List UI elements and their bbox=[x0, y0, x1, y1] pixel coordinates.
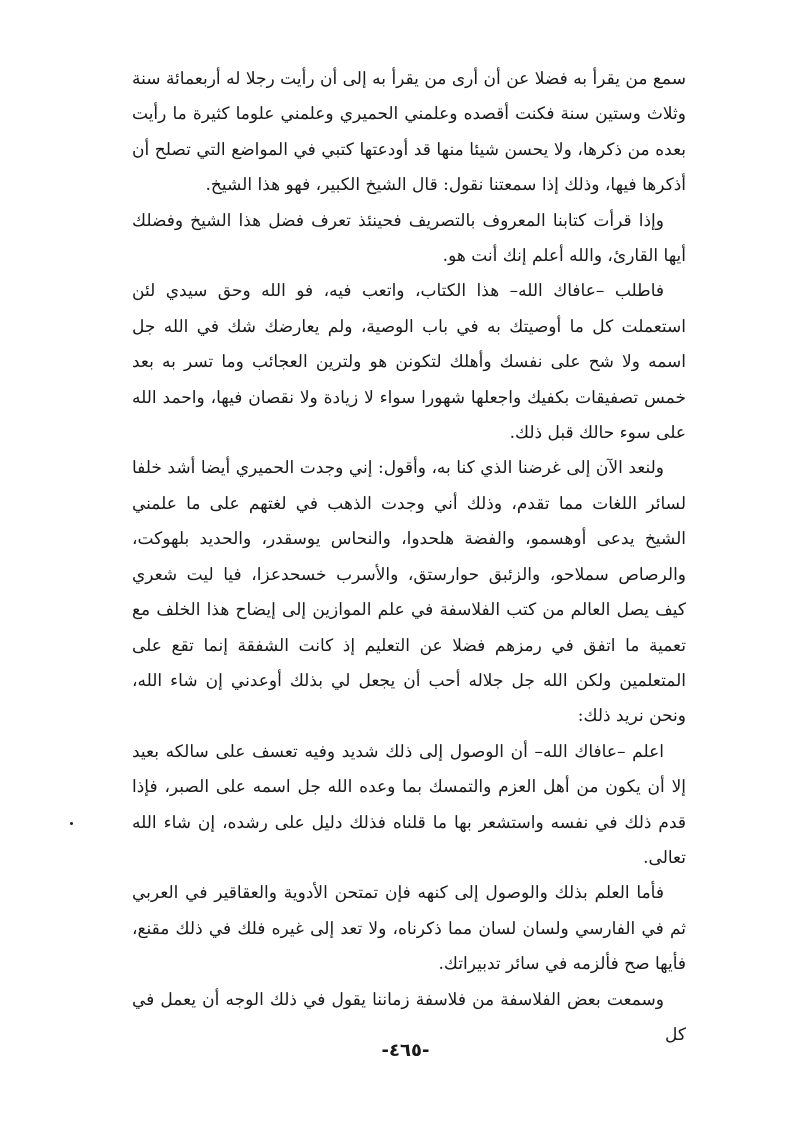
body-text bbox=[132, 62, 686, 1053]
paragraph-1: سمع من يقرأ به فضلا عن أن أرى من يقرأ به إلى أن رأيت رجلا له أربعمائة سنة وثلاث وستين سنة فكنت أقصده وعلمني الحميري وعلمني علوما كثيرة ما رأيت بعده من ذكرها، ولا يحسن شيئا منها قد أودعتها كتبي في المواضع التي تصلح أن أذكرها فيها، وذلك إذا سمعتنا نقول: قال الشيخ الكبير، فهو هذا الشيخ. bbox=[132, 69, 686, 196]
paragraph-3: فاطلب –عافاك الله– هذا الكتاب، واتعب فيه، فو الله وحق سيدي لئن استعملت كل ما أوصيتك به في باب الوصية، ولم يعارضك شك في الله جل اسمه ولا شح على نفسك وأهلك لتكونن هو ولترين العجائب وما تسر به بعد خمس تصفيقات بكفيك واجعلها شهورا سواء لا زيادة ولا نقصان فيها، واحمد الله على سوء حالك قبل ذلك. bbox=[132, 281, 686, 444]
paragraph-6: فأما العلم بذلك والوصول إلى كنهه فإن تمتحن الأدوية والعقاقير في العربي ثم في الفارسي ولسان لسان مما ذكرناه، ولا تعد إلى غيره فلك في ذلك مقنع، فأيها صح فألزمه في سائر تدبيراتك. bbox=[132, 883, 686, 975]
paragraph-7: وسمعت بعض الفلاسفة من فلاسفة زماننا يقول في ذلك الوجه أن يعمل في كل bbox=[132, 989, 686, 1045]
stray-mark bbox=[70, 822, 73, 825]
page-number: -٤٦٥- bbox=[381, 1040, 430, 1061]
paragraph-4: ولنعد الآن إلى غرضنا الذي كنا به، وأقول: إني وجدت الحميري أيضا أشد خلفا لسائر اللغات مما تقدم، وذلك أني وجدت الذهب في لغتهم على ما علمني الشيخ يدعى أوهسمو، والفضة هلحدوا، والنحاس يوسقدر، والحديد بلهوكت، والرصاص سملاحو، والزئبق حوارستق، والأسرب خسحدعزا، فيا ليت شعري كيف يصل العالم من كتب الفلاسفة في علم الموازين إلى إيضاح هذا الخلف مع تعمية ما اتفق في رمزهم فضلا عن التعليم إذ كانت الشفقة إنما تقع على المتعلمين ولكن الله جل جلاله أحب أن يجعل لي بذلك أوعدني إن شاء الله، ونحن نريد ذلك: bbox=[132, 458, 686, 727]
paragraph-5: اعلم –عافاك الله– أن الوصول إلى ذلك شديد وفيه تعسف على سالكه بعيد إلا أن يكون من أهل العزم والتمسك بما وعده الله جل اسمه على الصبر، فإذا قدم ذلك في نفسه واستشعر بها ما قلناه فذلك دليل على رشده، إن شاء الله تعالى. bbox=[132, 741, 686, 868]
paragraph-2: وإذا قرأت كتابنا المعروف بالتصريف فحينئذ تعرف فضل هذا الشيخ وفضلك أيها القارئ، والله أعلم إنك أنت هو. bbox=[132, 210, 686, 267]
